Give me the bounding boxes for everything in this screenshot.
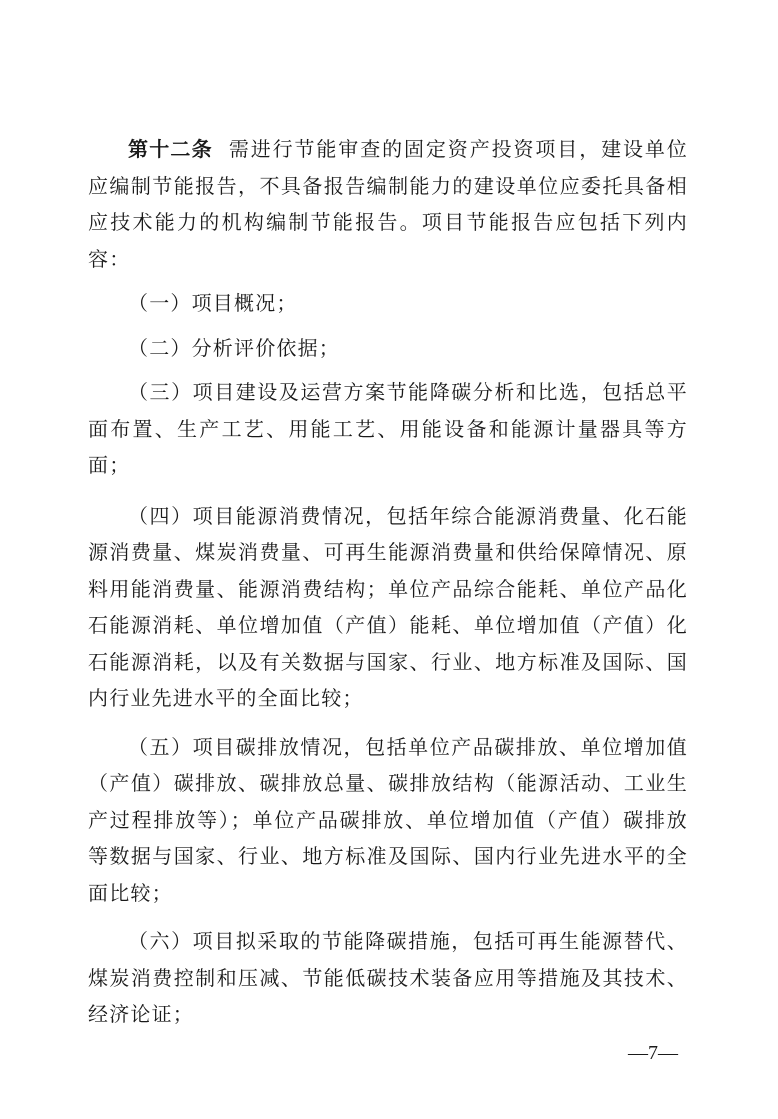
list-item-2: （二）分析评价依据；	[128, 335, 340, 360]
article-label: 第十二条	[128, 137, 213, 161]
article-paragraph	[88, 131, 688, 277]
list-item-1: （一）项目概况；	[128, 291, 298, 315]
list-item-6: （六）项目拟采取的节能降碳措施，包括可再生能源替代、煤炭消费控制和压减、节能低碳技术装备应用等措施及其技术、经济论证；	[88, 929, 688, 1026]
document-body	[88, 131, 688, 1033]
article-intro: 需进行节能审查的固定资产投资项目，建设单位应编制节能报告，不具备报告编制能力的建设单位应委托具备相应技术能力的机构编制节能报告。项目节能报告应包括下列内容：	[88, 137, 689, 271]
list-item-3: （三）项目建设及运营方案节能降碳分析和比选，包括总平面布置、生产工艺、用能工艺、用能设备和能源计量器具等方面；	[88, 380, 688, 477]
list-item-5: （五）项目碳排放情况，包括单位产品碳排放、单位增加值（产值）碳排放、碳排放总量、碳排放结构（能源活动、工业生产过程排放等）；单位产品碳排放、单位增加值（产值）碳排放等数据与国家、行业、地方标准及国际、国内行业先进水平的全面比较；	[88, 734, 688, 905]
list-item-4: （四）项目能源消费情况，包括年综合能源消费量、化石能源消费量、煤炭消费量、可再生能源消费量和供给保障情况、原料用能消费量、能源消费结构；单位产品综合能耗、单位产品化石能源消耗、单位增加值（产值）能耗、单位增加值（产值）化石能源消耗，以及有关数据与国家、行业、地方标准及国际、国内行业先进水平的全面比较；	[88, 503, 688, 710]
page-number: —7—	[628, 1042, 678, 1064]
